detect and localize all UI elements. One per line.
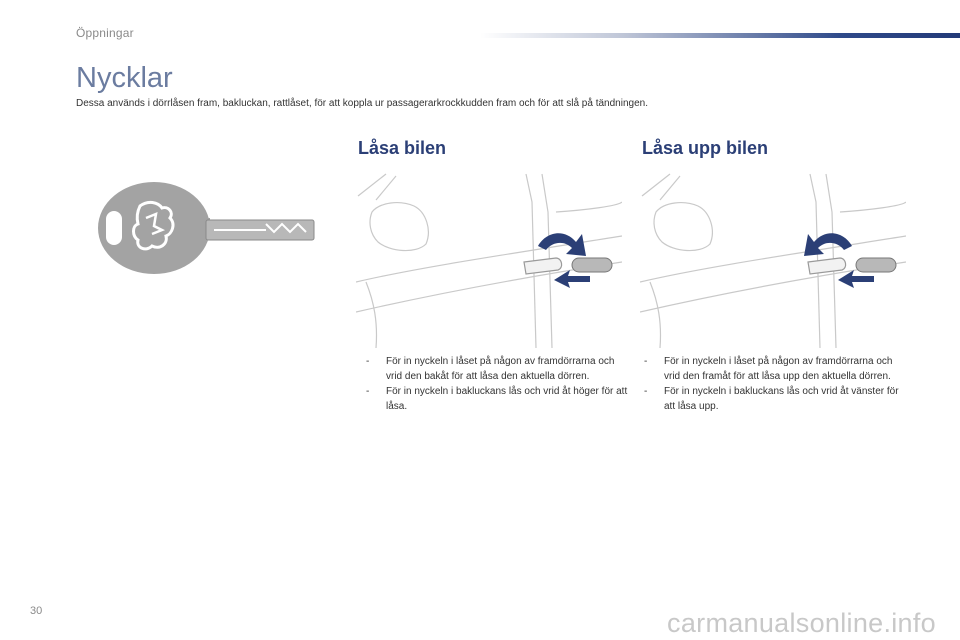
lock-door-illustration [356, 172, 622, 348]
list-item [366, 384, 628, 414]
header-accent-bar [480, 33, 960, 38]
rotate-back-arrow-icon [538, 233, 586, 256]
bullet-dash: - [366, 356, 370, 367]
door-handle [524, 258, 562, 274]
door-handle [808, 258, 846, 274]
list-item-text: För in nyckeln i låset på någon av framdörrarna och vrid den bakåt för att låsa den aktuella dörren. [386, 356, 615, 382]
bullet-dash: - [366, 386, 370, 397]
key-head-slot [106, 211, 122, 245]
watermark: carmanualsonline.info [667, 608, 936, 638]
lock-key [572, 258, 612, 272]
rotate-forward-arrow-icon [804, 233, 852, 256]
page-title: Nycklar [76, 62, 173, 94]
list-item-text: För in nyckeln i bakluckans lås och vrid åt höger för att låsa. [386, 386, 628, 412]
unlock-instructions [644, 354, 906, 414]
page-number: 30 [30, 605, 43, 617]
unlock-key [856, 258, 896, 272]
intro-text: Dessa används i dörrlåsen fram, bakluckan, rattlåset, för att koppla ur passagerarkrockkudden fram och för att slå på tändningen. [76, 98, 648, 109]
list-item-text: För in nyckeln i bakluckans lås och vrid åt vänster för att låsa upp. [664, 386, 899, 412]
bullet-dash: - [644, 356, 648, 367]
list-item [644, 384, 906, 414]
bullet-dash: - [644, 386, 648, 397]
list-item [366, 354, 628, 384]
key-illustration [96, 178, 320, 278]
header-section-label: Öppningar [76, 26, 134, 40]
list-item [644, 354, 906, 384]
unlock-door-illustration [640, 172, 906, 348]
lock-heading: Låsa bilen [358, 138, 447, 158]
lock-instructions [366, 354, 628, 414]
list-item-text: För in nyckeln i låset på någon av framdörrarna och vrid den framåt för att låsa upp den aktuella dörren. [664, 356, 893, 382]
unlock-heading: Låsa upp bilen [642, 138, 769, 158]
